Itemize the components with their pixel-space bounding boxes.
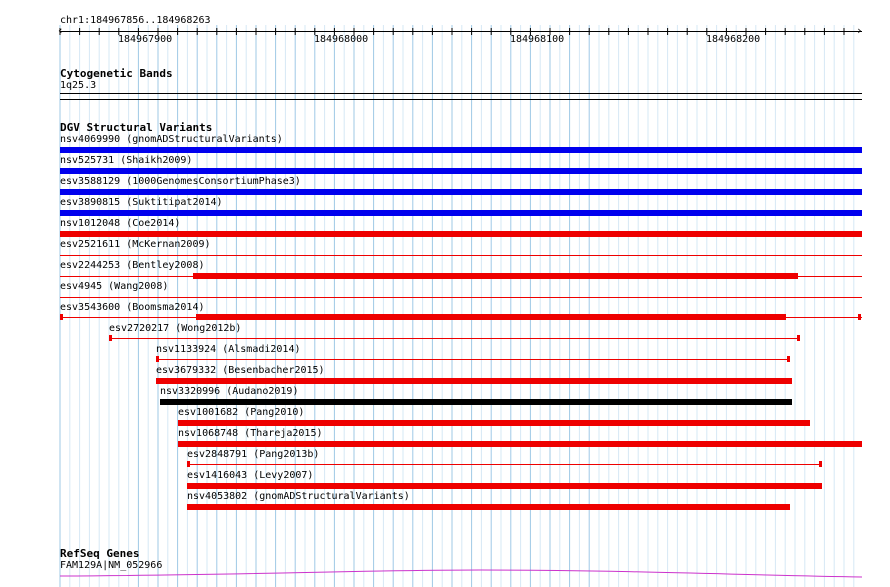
- variant-cap: [156, 356, 159, 362]
- variant-label: esv2720217 (Wong2012b): [109, 323, 242, 334]
- variant-label: nsv3320996 (Audano2019): [160, 386, 299, 397]
- variant-label: esv3543600 (Boomsma2014): [60, 302, 205, 313]
- variant-line[interactable]: [156, 359, 790, 360]
- variant-cap: [797, 335, 800, 341]
- variant-bar[interactable]: [187, 483, 822, 489]
- variant-cap: [787, 356, 790, 362]
- cytoband-line: [60, 99, 862, 100]
- variant-bar[interactable]: [196, 314, 786, 320]
- variant-bar[interactable]: [60, 189, 862, 195]
- cytoband-line[interactable]: [60, 93, 862, 94]
- variant-bar[interactable]: [178, 441, 862, 447]
- variant-bar[interactable]: [60, 147, 862, 153]
- variant-cap: [109, 335, 112, 341]
- variant-line[interactable]: [60, 297, 862, 298]
- ruler-tick-label: 184967900: [118, 34, 173, 45]
- gene-curve[interactable]: [60, 566, 862, 587]
- variant-label: esv3890815 (Suktitipat2014): [60, 197, 223, 208]
- variant-label: esv2521611 (McKernan2009): [60, 239, 211, 250]
- gene-label: FAM129A|NM_052966: [60, 560, 163, 571]
- variant-bar[interactable]: [60, 231, 862, 237]
- variant-label: nsv1068748 (Thareja2015): [178, 428, 323, 439]
- variant-label: esv2244253 (Bentley2008): [60, 260, 205, 271]
- variant-line[interactable]: [60, 255, 862, 256]
- ruler-tick-label: 184968100: [510, 34, 565, 45]
- variant-label: esv3679332 (Besenbacher2015): [156, 365, 325, 376]
- variant-label: esv4945 (Wang2008): [60, 281, 169, 292]
- variant-label: nsv1012048 (Coe2014): [60, 218, 181, 229]
- variant-bar[interactable]: [178, 420, 810, 426]
- ruler-left-arrow: ‹: [57, 24, 64, 37]
- variant-line[interactable]: [187, 464, 822, 465]
- variant-cap: [819, 461, 822, 467]
- variant-label: nsv1133924 (Alsmadi2014): [156, 344, 301, 355]
- variant-label: esv3588129 (1000GenomesConsortiumPhase3): [60, 176, 301, 187]
- variant-bar[interactable]: [60, 210, 862, 216]
- cytogenetic-track-title[interactable]: Cytogenetic Bands: [60, 67, 173, 80]
- ruler-tick-label: 184968200: [706, 34, 761, 45]
- variant-label: esv1416043 (Levy2007): [187, 470, 314, 481]
- variant-label: nsv4069990 (gnomADStructuralVariants): [60, 134, 283, 145]
- cytoband-label: 1q25.3: [60, 80, 97, 91]
- variant-bar[interactable]: [156, 378, 792, 384]
- ruler-tick-label: 184968000: [314, 34, 369, 45]
- variant-bar[interactable]: [160, 399, 792, 405]
- dgv-track-title[interactable]: DGV Structural Variants: [60, 121, 213, 134]
- variant-bar[interactable]: [60, 168, 862, 174]
- variant-cap: [187, 461, 190, 467]
- variant-bar[interactable]: [187, 504, 790, 510]
- variant-cap: [858, 314, 861, 320]
- ruler-axis: [60, 31, 862, 32]
- variant-label: nsv525731 (Shaikh2009): [60, 155, 193, 166]
- variant-line[interactable]: [109, 338, 800, 339]
- variant-label: esv2848791 (Pang2013b): [187, 449, 320, 460]
- variant-cap: [60, 314, 63, 320]
- refseq-track-title[interactable]: RefSeq Genes: [60, 547, 140, 560]
- variant-bar[interactable]: [193, 273, 798, 279]
- locus-label: chr1:184967856..184968263: [60, 15, 211, 26]
- variant-label: esv1001682 (Pang2010): [178, 407, 305, 418]
- variant-label: nsv4053802 (gnomADStructuralVariants): [187, 491, 410, 502]
- ruler-right-arrow: ›: [856, 24, 863, 37]
